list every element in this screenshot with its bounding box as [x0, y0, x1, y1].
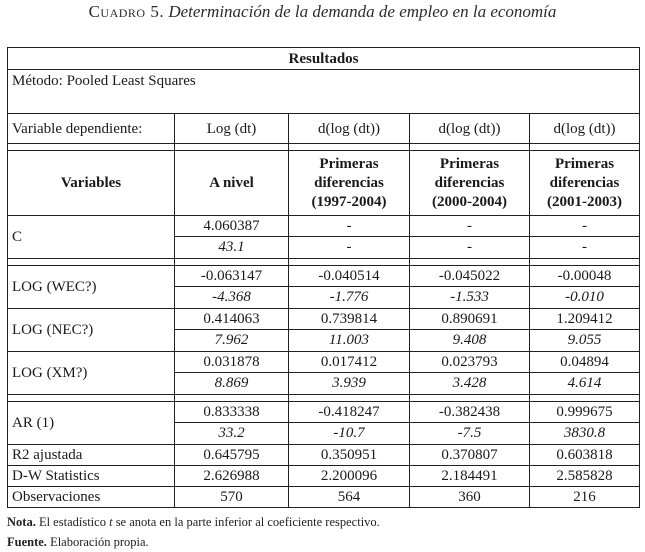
- variable-name: AR (1): [8, 402, 175, 445]
- column-header-line: diferencias: [549, 174, 620, 191]
- t-statistic-cell: -1.776: [289, 287, 410, 309]
- dependent-variable-cell: d(log (dt)): [410, 114, 530, 144]
- results-table: [7, 47, 640, 508]
- coefficient-cell: -0.382438: [410, 402, 530, 423]
- column-header-line: (2000-2004): [432, 193, 507, 210]
- t-statistic-cell: 3.428: [410, 373, 530, 395]
- t-statistic-cell: 3830.8: [530, 423, 640, 445]
- table-caption: [0, 2, 645, 22]
- coefficient-cell: -0.418247: [289, 402, 410, 423]
- statistic-cell: 0.350951: [289, 445, 410, 466]
- t-statistic-cell: -: [410, 237, 530, 259]
- coefficient-cell: 0.023793: [410, 352, 530, 373]
- statistic-cell: 0.603818: [530, 445, 640, 466]
- coefficient-cell: -0.00048: [530, 266, 640, 287]
- t-statistic-cell: 9.408: [410, 330, 530, 352]
- statistic-name: Observaciones: [8, 487, 175, 508]
- coefficient-cell: 0.04894: [530, 352, 640, 373]
- statistic-row: [8, 466, 640, 487]
- coefficient-cell: 1.209412: [530, 309, 640, 330]
- note-label: Nota.: [7, 515, 36, 529]
- t-statistic-cell: -4.368: [175, 287, 289, 309]
- statistic-cell: 0.370807: [410, 445, 530, 466]
- coefficient-cell: 0.739814: [289, 309, 410, 330]
- column-header-line: diferencias: [314, 174, 384, 191]
- table-notes: [7, 512, 380, 552]
- statistic-name: R2 ajustada: [8, 445, 175, 466]
- variable-name: C: [8, 216, 175, 259]
- coefficient-cell: 0.017412: [289, 352, 410, 373]
- statistic-cell: 570: [175, 487, 289, 508]
- statistic-row: [8, 487, 640, 508]
- coefficient-cell: 0.833338: [175, 402, 289, 423]
- statistic-cell: 0.645795: [175, 445, 289, 466]
- variable-name: LOG (XM?): [8, 352, 175, 395]
- coefficient-row: [8, 216, 640, 237]
- column-header-row: [8, 151, 640, 216]
- method-row: [8, 70, 640, 114]
- source-line: [7, 532, 380, 552]
- coefficient-cell: 0.031878: [175, 352, 289, 373]
- caption-label: Cuadro 5.: [88, 2, 165, 21]
- coefficient-cell: -0.063147: [175, 266, 289, 287]
- variable-name: LOG (NEC?): [8, 309, 175, 352]
- column-header-line: Primeras: [439, 155, 500, 172]
- statistic-cell: 360: [410, 487, 530, 508]
- note-t-symbol: t: [109, 515, 113, 529]
- method-label: Método: Pooled Least Squares: [8, 70, 640, 114]
- statistic-cell: 216: [530, 487, 640, 508]
- coefficient-row: [8, 402, 640, 423]
- source-label: Fuente.: [7, 535, 47, 549]
- coefficient-cell: -: [410, 216, 530, 237]
- column-header: [175, 151, 289, 216]
- spacer-row: [8, 259, 640, 266]
- source-text: Elaboración propia.: [46, 535, 149, 549]
- column-header-line: (1997-2004): [311, 193, 387, 210]
- t-statistic-cell: -0.010: [530, 287, 640, 309]
- coefficient-cell: -0.045022: [410, 266, 530, 287]
- t-statistic-cell: 33.2: [175, 423, 289, 445]
- statistic-cell: 2.585828: [530, 466, 640, 487]
- coefficient-cell: 0.414063: [175, 309, 289, 330]
- t-statistic-cell: -10.7: [289, 423, 410, 445]
- t-statistic-cell: 7.962: [175, 330, 289, 352]
- coefficient-cell: 4.060387: [175, 216, 289, 237]
- statistic-cell: 564: [289, 487, 410, 508]
- statistic-cell: 2.184491: [410, 466, 530, 487]
- variable-name: LOG (WEC?): [8, 266, 175, 309]
- statistic-row: [8, 445, 640, 466]
- t-statistic-cell: -1.533: [410, 287, 530, 309]
- statistic-cell: 2.200096: [289, 466, 410, 487]
- statistic-name: D-W Statistics: [8, 466, 175, 487]
- coefficient-cell: -: [289, 216, 410, 237]
- column-header-line: A nivel: [209, 174, 254, 191]
- t-statistic-cell: -7.5: [410, 423, 530, 445]
- note-line: [7, 512, 380, 532]
- spacer-row: [8, 395, 640, 402]
- t-statistic-cell: 43.1: [175, 237, 289, 259]
- column-header: [289, 151, 410, 216]
- coefficient-row: [8, 352, 640, 373]
- t-statistic-cell: 4.614: [530, 373, 640, 395]
- dependent-variable-row: [8, 114, 640, 144]
- column-header-line: diferencias: [434, 174, 505, 191]
- t-statistic-cell: 11.003: [289, 330, 410, 352]
- note-text: El estadístico: [35, 515, 110, 529]
- dependent-variable-cell: d(log (dt)): [530, 114, 640, 144]
- t-statistic-cell: 8.869: [175, 373, 289, 395]
- dependent-variable-cell: Log (dt): [175, 114, 289, 144]
- column-header-line: Primeras: [554, 155, 615, 172]
- coefficient-cell: -: [530, 216, 640, 237]
- coefficient-cell: -0.040514: [289, 266, 410, 287]
- coefficient-cell: 0.999675: [530, 402, 640, 423]
- dependent-variable-label: Variable dependiente:: [8, 114, 175, 144]
- note-text: se anota en la parte inferior al coeficiente respectivo.: [112, 515, 380, 529]
- t-statistic-cell: -: [530, 237, 640, 259]
- coefficient-row: [8, 309, 640, 330]
- caption-title: Determinación de la demanda de empleo en la economía: [168, 2, 557, 21]
- results-header-row: [8, 48, 640, 70]
- spacer-row: [8, 144, 640, 151]
- dependent-variable-cell: d(log (dt)): [289, 114, 410, 144]
- variables-header: Variables: [8, 151, 175, 216]
- column-header: [530, 151, 640, 216]
- column-header-line: (2001-2003): [547, 193, 623, 210]
- column-header-line: Primeras: [319, 155, 379, 172]
- t-statistic-cell: -: [289, 237, 410, 259]
- column-header: [410, 151, 530, 216]
- t-statistic-cell: 9.055: [530, 330, 640, 352]
- coefficient-row: [8, 266, 640, 287]
- statistic-cell: 2.626988: [175, 466, 289, 487]
- t-statistic-cell: 3.939: [289, 373, 410, 395]
- results-header: Resultados: [8, 48, 640, 70]
- coefficient-cell: 0.890691: [410, 309, 530, 330]
